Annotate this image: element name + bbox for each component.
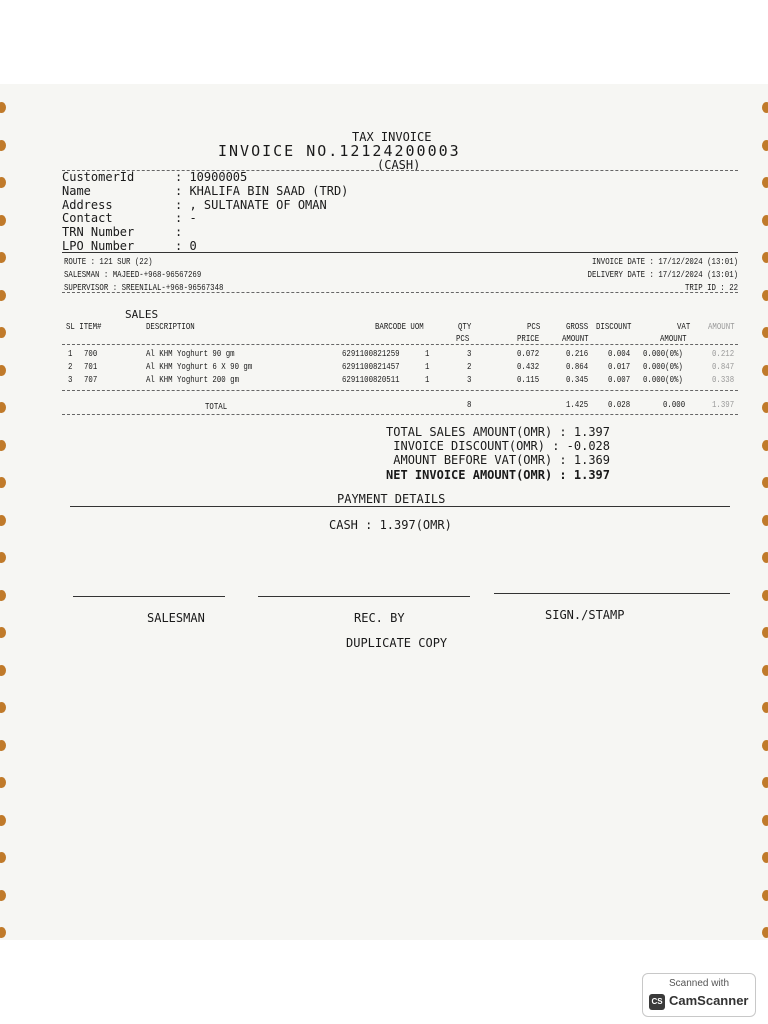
tractor-hole	[0, 777, 6, 788]
field-value: : -	[175, 211, 197, 226]
amount-before-vat: AMOUNT BEFORE VAT(OMR) : 1.369	[393, 453, 610, 468]
salesman-info: SALESMAN : MAJEED-+968-96567269	[64, 270, 202, 280]
row-price: 0.115	[517, 375, 540, 385]
tractor-hole	[0, 852, 6, 863]
field-label: Contact	[62, 211, 113, 226]
tractor-hole	[0, 290, 6, 301]
total-sales-amount: TOTAL SALES AMOUNT(OMR) : 1.397	[386, 425, 610, 439]
tractor-hole	[0, 215, 6, 226]
tractor-hole	[0, 627, 6, 638]
tractor-hole	[0, 590, 6, 601]
field-value: :	[175, 225, 183, 240]
row-uom: 1	[425, 375, 430, 385]
camscanner-logo-icon: CS	[649, 994, 665, 1010]
row-barcode: 6291100821259	[342, 349, 400, 359]
divider	[62, 292, 738, 293]
col-amount: AMOUNT	[708, 322, 735, 332]
divider	[70, 506, 730, 507]
row-gross: 0.345	[566, 375, 589, 385]
tractor-hole	[0, 552, 6, 563]
col-vat-amount: AMOUNT	[660, 334, 687, 344]
row-vat: 0.000(0%)	[643, 362, 683, 372]
route: ROUTE : 121 SUR (22)	[64, 257, 153, 267]
row-uom: 1	[425, 362, 430, 372]
tractor-hole	[0, 177, 6, 188]
row-item: 701	[84, 362, 98, 372]
tractor-hole	[762, 740, 768, 751]
tractor-holes-left	[0, 84, 14, 940]
delivery-date: DELIVERY DATE : 17/12/2024 (13:01)	[587, 270, 739, 280]
row-qty: 2	[467, 362, 472, 372]
tractor-hole	[0, 740, 6, 751]
divider	[62, 252, 738, 253]
watermark-brand: CamScanner	[669, 993, 749, 1008]
salesman-signature-line	[73, 596, 225, 597]
field-value: : 0	[175, 238, 197, 253]
tractor-hole	[0, 252, 6, 263]
row-discount: 0.004	[608, 349, 631, 359]
supervisor-info: SUPERVISOR : SREENILAL-+968-96567348	[64, 283, 224, 293]
field-label: Address	[62, 197, 113, 212]
field-value: : KHALIFA BIN SAAD (TRD)	[175, 183, 349, 198]
trip-id: TRIP ID : 22	[684, 283, 739, 293]
customer-values	[175, 171, 348, 254]
row-vat: 0.000(0%)	[643, 375, 683, 385]
row-vat: 0.000(0%)	[643, 349, 683, 359]
received-by-label: REC. BY	[354, 611, 405, 625]
tractor-hole	[762, 290, 768, 301]
tractor-hole	[762, 365, 768, 376]
tractor-hole	[762, 252, 768, 263]
tractor-hole	[762, 777, 768, 788]
row-uom: 1	[425, 349, 430, 359]
tractor-hole	[762, 590, 768, 601]
col-qty-unit: PCS	[456, 334, 470, 344]
col-gross-amount: AMOUNT	[562, 334, 589, 344]
row-amount: 0.338	[712, 375, 735, 385]
row-price: 0.432	[517, 362, 540, 372]
row-gross: 0.864	[566, 362, 589, 372]
tractor-hole	[762, 102, 768, 113]
net-invoice-amount: NET INVOICE AMOUNT(OMR) : 1.397	[386, 467, 610, 482]
tractor-hole	[762, 440, 768, 451]
row-desc: Al KHM Yoghurt 200 gm	[146, 375, 240, 385]
camscanner-watermark	[642, 973, 756, 1017]
row-sl: 1	[68, 349, 73, 359]
total-label: TOTAL	[205, 402, 228, 412]
row-amount: 0.847	[712, 362, 735, 372]
tractor-hole	[762, 890, 768, 901]
tractor-hole	[0, 440, 6, 451]
total-vat: 0.000	[663, 400, 686, 410]
col-gross: GROSS	[566, 322, 589, 332]
invoice-number: INVOICE NO.12124200003	[218, 142, 461, 160]
tractor-holes-right	[754, 84, 768, 940]
field-label: CustomerId	[62, 170, 135, 184]
tractor-hole	[762, 702, 768, 713]
tractor-hole	[0, 477, 6, 488]
salesman-signature-label: SALESMAN	[147, 611, 205, 625]
col-pcs: PCS	[527, 322, 541, 332]
tractor-hole	[762, 327, 768, 338]
invoice-date: INVOICE DATE : 17/12/2024 (13:01)	[591, 257, 739, 267]
payment-type: (CASH)	[377, 158, 421, 172]
row-item: 707	[84, 375, 98, 385]
col-sl-item: SL ITEM#	[66, 322, 102, 332]
tractor-hole	[762, 665, 768, 676]
tractor-hole	[762, 140, 768, 151]
divider	[62, 390, 738, 391]
field-label: TRN Number	[62, 225, 135, 240]
tractor-hole	[762, 815, 768, 826]
tractor-hole	[0, 327, 6, 338]
receiver-signature-line	[258, 596, 470, 597]
tractor-hole	[0, 140, 6, 151]
col-pcs-price: PRICE	[517, 334, 540, 344]
row-sl: 3	[68, 375, 73, 385]
row-discount: 0.007	[608, 375, 631, 385]
row-barcode: 6291100821457	[342, 362, 400, 372]
tractor-hole	[0, 402, 6, 413]
total-qty: 8	[467, 400, 472, 410]
tractor-hole	[0, 815, 6, 826]
tractor-hole	[762, 477, 768, 488]
sales-section-title: SALES	[125, 308, 159, 321]
field-value: : , SULTANATE OF OMAN	[175, 197, 327, 212]
tractor-hole	[0, 665, 6, 676]
invoice-discount: INVOICE DISCOUNT(OMR) : -0.028	[393, 439, 610, 454]
row-qty: 3	[467, 349, 472, 359]
route-info-right	[570, 256, 738, 295]
summary-block	[300, 425, 610, 482]
row-qty: 3	[467, 375, 472, 385]
row-desc: Al KHM Yoghurt 6 X 90 gm	[146, 362, 253, 372]
tractor-hole	[762, 215, 768, 226]
divider	[62, 344, 738, 345]
field-value: : 10900005	[175, 170, 248, 184]
route-info-left	[64, 256, 223, 295]
tractor-hole	[762, 852, 768, 863]
tractor-hole	[0, 102, 6, 113]
col-barcode-uom: BARCODE UOM	[375, 322, 424, 332]
payment-details-title: PAYMENT DETAILS	[337, 492, 446, 506]
tractor-hole	[0, 927, 6, 938]
row-desc: Al KHM Yoghurt 90 gm	[146, 349, 235, 359]
row-discount: 0.017	[608, 362, 631, 372]
col-qty: QTY	[458, 322, 472, 332]
stamp-signature-line	[494, 593, 730, 594]
total-discount: 0.028	[608, 400, 631, 410]
field-label: Name	[62, 183, 91, 198]
divider	[62, 170, 738, 171]
col-vat: VAT	[677, 322, 691, 332]
sign-stamp-label: SIGN./STAMP	[545, 608, 625, 622]
tractor-hole	[0, 702, 6, 713]
total-gross: 1.425	[566, 400, 589, 410]
tractor-hole	[762, 402, 768, 413]
col-description: DESCRIPTION	[146, 322, 195, 332]
tractor-hole	[0, 515, 6, 526]
row-sl: 2	[68, 362, 73, 372]
tractor-hole	[0, 365, 6, 376]
payment-cash: CASH : 1.397(OMR)	[329, 518, 452, 532]
customer-labels	[62, 171, 134, 254]
duplicate-copy-label: DUPLICATE COPY	[346, 636, 448, 650]
col-discount: DISCOUNT	[596, 322, 632, 332]
row-gross: 0.216	[566, 349, 589, 359]
row-price: 0.072	[517, 349, 540, 359]
tractor-hole	[762, 515, 768, 526]
tractor-hole	[762, 627, 768, 638]
tax-invoice-title: TAX INVOICE	[352, 130, 432, 144]
tractor-hole	[0, 890, 6, 901]
total-amount: 1.397	[712, 400, 735, 410]
tractor-hole	[762, 927, 768, 938]
row-amount: 0.212	[712, 349, 735, 359]
field-label: LPO Number	[62, 238, 135, 253]
row-item: 700	[84, 349, 98, 359]
watermark-caption: Scanned with	[668, 978, 730, 989]
tractor-hole	[762, 177, 768, 188]
row-barcode: 6291100820511	[342, 375, 400, 385]
divider	[62, 414, 738, 415]
tractor-hole	[762, 552, 768, 563]
